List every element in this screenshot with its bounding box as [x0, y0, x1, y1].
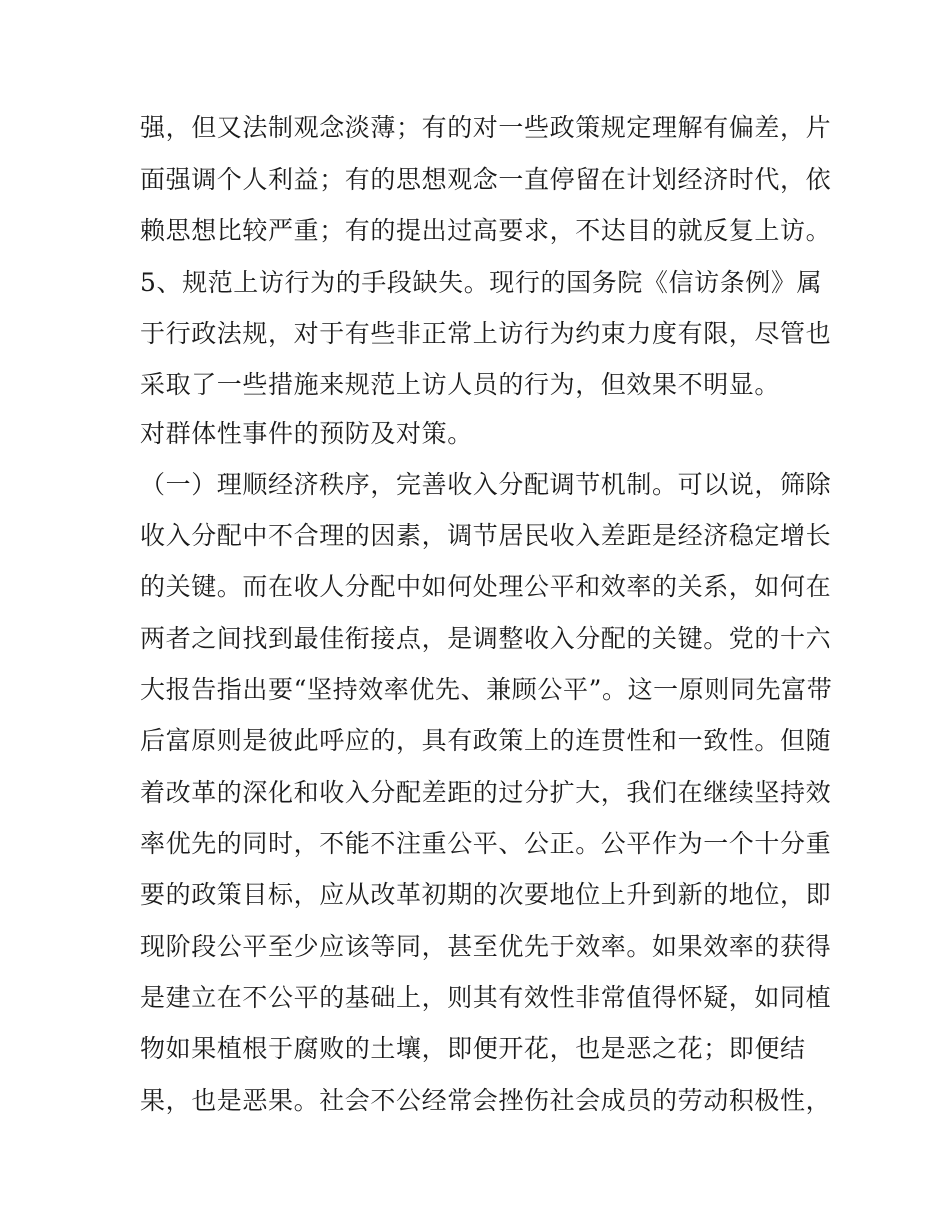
text-line: 强，但又法制观念淡薄；有的对一些政策规定理解有偏差，片 [140, 113, 832, 142]
text-line: 果，也是恶果。社会不公经常会挫伤社会成员的劳动积极性， [140, 1086, 832, 1115]
text-line: 现阶段公平至少应该等同，甚至优先于效率。如果效率的获得 [140, 932, 832, 961]
text-line: 要的政策目标，应从改革初期的次要地位上升到新的地位，即 [140, 880, 832, 909]
text-line: 的关键。而在收人分配中如何处理公平和效率的关系，如何在 [140, 572, 832, 601]
section-heading: 对群体性事件的预防及对策。 [140, 419, 473, 448]
text-line: 物如果植根于腐败的土壤，即便开花，也是恶之花；即便结 [140, 1034, 806, 1063]
text-line: 大报告指出要“坚持效率优先、兼顾公平”。这一原则同先富带 [140, 675, 833, 704]
text-line: 着改革的深化和收入分配差距的过分扩大，我们在继续坚持效 [140, 778, 832, 807]
text-line: 两者之间找到最佳衔接点，是调整收入分配的关键。党的十六 [140, 624, 832, 653]
text-line: 后富原则是彼此呼应的，具有政策上的连贯性和一致性。但随 [140, 726, 832, 755]
text-line: （一）理顺经济秩序，完善收入分配调节机制。可以说，筛除 [140, 470, 832, 499]
text-line: 5、规范上访行为的手段缺失。现行的国务院《信访条例》属 [140, 268, 823, 297]
text-line: 面强调个人利益；有的思想观念一直停留在计划经济时代，依 [140, 165, 832, 194]
text-line: 是建立在不公平的基础上，则其有效性非常值得怀疑，如同植 [140, 983, 832, 1012]
text-line: 于行政法规，对于有些非正常上访行为约束力度有限，尽管也 [140, 319, 832, 348]
text-line: 率优先的同时，不能不注重公平、公正。公平作为一个十分重 [140, 829, 832, 858]
text-line: 收入分配中不合理的因素，调节居民收入差距是经济稳定增长 [140, 521, 832, 550]
text-line: 采取了一些措施来规范上访人员的行为，但效果不明显。 [140, 370, 781, 399]
text-line: 赖思想比较严重；有的提出过高要求，不达目的就反复上访。 [140, 216, 832, 245]
